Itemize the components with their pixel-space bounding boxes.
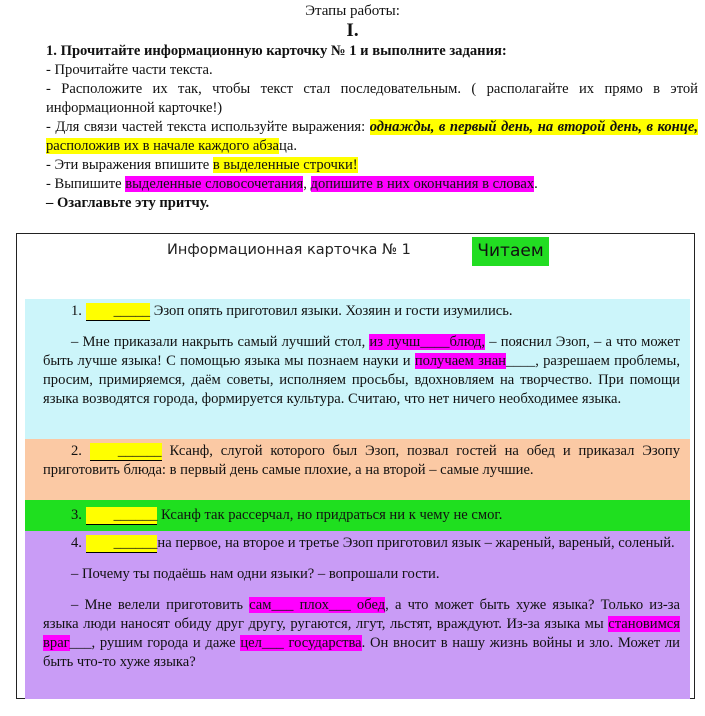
paragraph: – Почему ты подаёшь нам одни языки? – вопрошали гости. [71, 566, 440, 582]
read-badge: Читаем [472, 237, 549, 266]
highlighted-text: допишите в них окончания в словах [310, 176, 535, 192]
highlighted-phrase: из лучш____блюд, [369, 334, 486, 350]
stage-number: I. [346, 20, 359, 41]
highlighted-text: расположив их в начале каждого абза [46, 138, 280, 154]
fill-blank[interactable]: ______ [86, 507, 158, 525]
paragraph-text: Ксанф, слугой которого был Эзоп, позвал гостей на обед и приказал Эзопу приготовить блюда: в первый день самые плохие, а на второй – самые лучшие. [43, 443, 680, 478]
instruction-item: – Озаглавьте эту притчу. [46, 195, 210, 211]
highlighted-phrase: цел___ государства [240, 635, 362, 651]
highlighted-phrases: однажды, в первый день, на второй день, в конце, [369, 119, 698, 135]
text-part-3 [25, 500, 690, 531]
paragraph-text: – Мне велели приготовить [71, 597, 250, 613]
paragraph-text: . Он вносит в нашу жизнь войны и зло. Может ли быть что-то хуже языка? [43, 635, 680, 670]
part-number: 4. [71, 535, 82, 551]
paragraph-text: ____, разрешаем проблемы, просим, примиряемся, даём советы, исполняем просьбы, вдохновляем на творчество. При помощи языка возводятся города, формируется культура. Считаю, что нет ничего необходимее языка. [43, 353, 680, 407]
page-title: Этапы работы: [305, 3, 400, 19]
instruction-text: ца. [279, 138, 297, 154]
highlighted-text: в выделенные строчки! [212, 157, 358, 173]
paragraph [43, 302, 680, 321]
paragraph [43, 442, 680, 480]
instruction-text: - Эти выражения впишите [46, 157, 213, 173]
paragraph-text: Ксанф так рассерчал, но придраться ни к чему не смог. [157, 507, 503, 523]
paragraph-text: на первое, на второе и третье Эзоп приготовил язык – жареный, вареный, соленый. [157, 535, 675, 551]
part-number: 3. [71, 507, 82, 523]
text-part-1 [25, 299, 690, 439]
instruction-text: - Выпишите [46, 176, 126, 192]
highlighted-phrase: получаем знан [414, 353, 506, 369]
instruction-item [46, 156, 698, 175]
highlighted-phrase: становимся враг [43, 616, 680, 651]
text-part-4 [25, 531, 690, 699]
part-number: 2. [71, 443, 82, 459]
paragraph-text: – пояснил Эзоп, – а что может быть лучше языка! С помощью языка мы познаем науки и [43, 334, 681, 369]
paragraph-text: ___, рушим города и даже [69, 635, 241, 651]
card-title: Информационная карточка № 1 [167, 242, 411, 258]
fill-blank[interactable]: ______ [90, 443, 162, 461]
instruction-text: . [534, 176, 538, 192]
instruction-item [46, 118, 698, 156]
paragraph [43, 333, 680, 409]
paragraph-text: , а что может быть хуже языка? Только из-за языка люди наносят обиду друг другу, ругаются, лгут, льстят, враждуют. Из-за языка мы [43, 597, 680, 632]
instruction-item: - Расположите их так, чтобы текст стал последовательным. ( располагайте их прямо в этой информационной карточке!) [46, 81, 698, 116]
part-number: 1. [71, 303, 82, 319]
highlighted-text: выделенные словосочетания [125, 176, 304, 192]
info-card [16, 233, 695, 699]
text-part-2 [25, 439, 690, 500]
instruction-item [46, 175, 698, 194]
fill-blank[interactable]: _____ [86, 303, 150, 321]
highlighted-phrase: сам___ плох___ обед [249, 597, 386, 613]
paragraph [43, 596, 680, 672]
card-header [17, 234, 694, 298]
paragraph [43, 506, 680, 525]
fill-blank[interactable]: ______ [86, 535, 158, 553]
instruction-text: - Для связи частей текста используйте выражения: [46, 119, 370, 135]
task-heading: 1. Прочитайте информационную карточку № 1 и выполните задания: [46, 43, 507, 59]
paragraph [43, 534, 680, 553]
paragraph-text: Эзоп опять приготовил языки. Хозяин и гости изумились. [150, 303, 513, 319]
instruction-list [46, 42, 698, 213]
paragraph-text: – Мне приказали накрыть самый лучший стол, [71, 334, 370, 350]
instructions-block [0, 0, 705, 213]
instruction-text: , [303, 176, 311, 192]
instruction-item: - Прочитайте части текста. [46, 62, 213, 78]
